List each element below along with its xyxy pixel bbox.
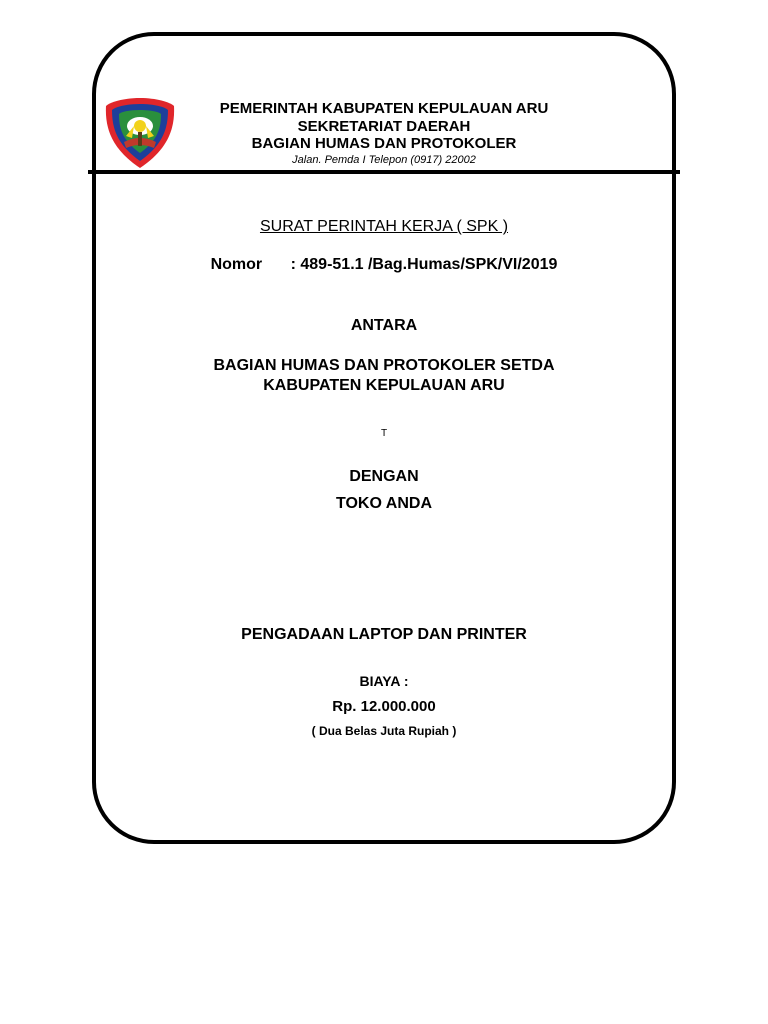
first-party-line1: BAGIAN HUMAS DAN PROTOKOLER SETDA [213, 357, 555, 374]
header-government-name: PEMERINTAH KABUPATEN KEPULAUAN ARU [219, 100, 549, 117]
procurement-subject: PENGADAAN LAPTOP DAN PRINTER [241, 626, 527, 643]
header-address: Jalan. Pemda I Telepon (0917) 22002 [292, 154, 476, 166]
header-division: BAGIAN HUMAS DAN PROTOKOLER [251, 135, 517, 152]
cost-amount: Rp. 12.000.000 [332, 698, 436, 715]
document-number-value: : 489-51.1 /Bag.Humas/SPK/VI/2019 [290, 256, 558, 273]
first-party-line2: KABUPATEN KEPULAUAN ARU [263, 377, 505, 394]
cost-label: BIAYA : [359, 673, 409, 689]
cost-in-words: ( Dua Belas Juta Rupiah ) [311, 724, 457, 738]
second-party: TOKO ANDA [336, 495, 432, 512]
with-label: DENGAN [349, 468, 419, 485]
between-label: ANTARA [350, 317, 418, 334]
document-number [0, 256, 768, 274]
header-divider [88, 170, 680, 174]
document-number-label: Nomor [210, 256, 263, 273]
document-title: SURAT PERINTAH KERJA ( SPK ) [259, 218, 509, 235]
header-secretariat: SEKRETARIAT DAERAH [297, 118, 471, 135]
stray-mark: T [380, 428, 388, 439]
